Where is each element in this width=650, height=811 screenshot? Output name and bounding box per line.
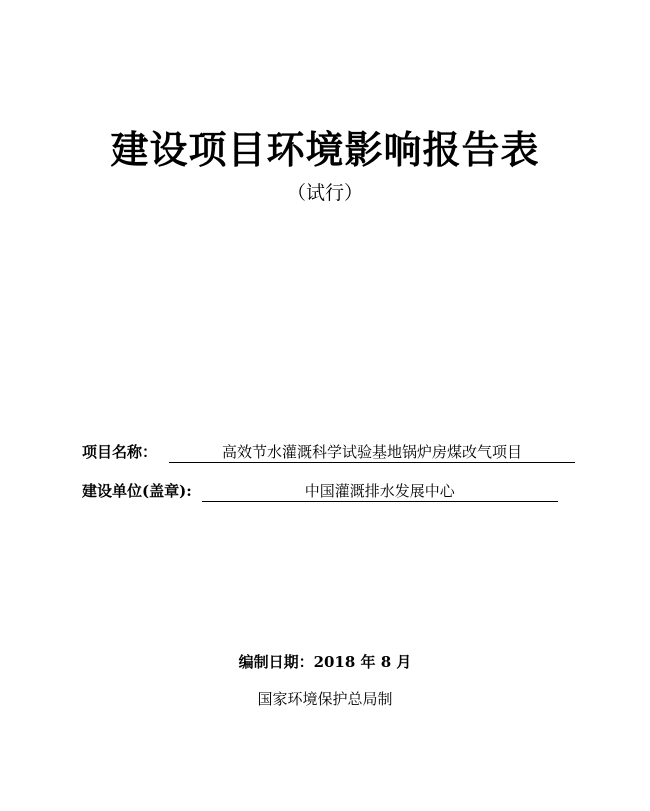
report-title: 建设项目环境影响报告表 [110, 127, 540, 172]
construction-unit-value: 中国灌溉排水发展中心 [202, 481, 558, 502]
issuer: 国家环境保护总局制 [257, 690, 393, 708]
construction-unit-label: 建设单位(盖章): [82, 482, 192, 500]
project-name-value: 高效节水灌溉科学试验基地锅炉房煤改气项目 [169, 442, 575, 463]
project-name-label: 项目名称： [82, 443, 158, 461]
compile-date: 编制日期：2018 年 8 月 [238, 653, 412, 671]
project-name-row [82, 439, 575, 463]
report-subtitle: （试行） [286, 182, 363, 204]
construction-unit-row [82, 478, 558, 502]
